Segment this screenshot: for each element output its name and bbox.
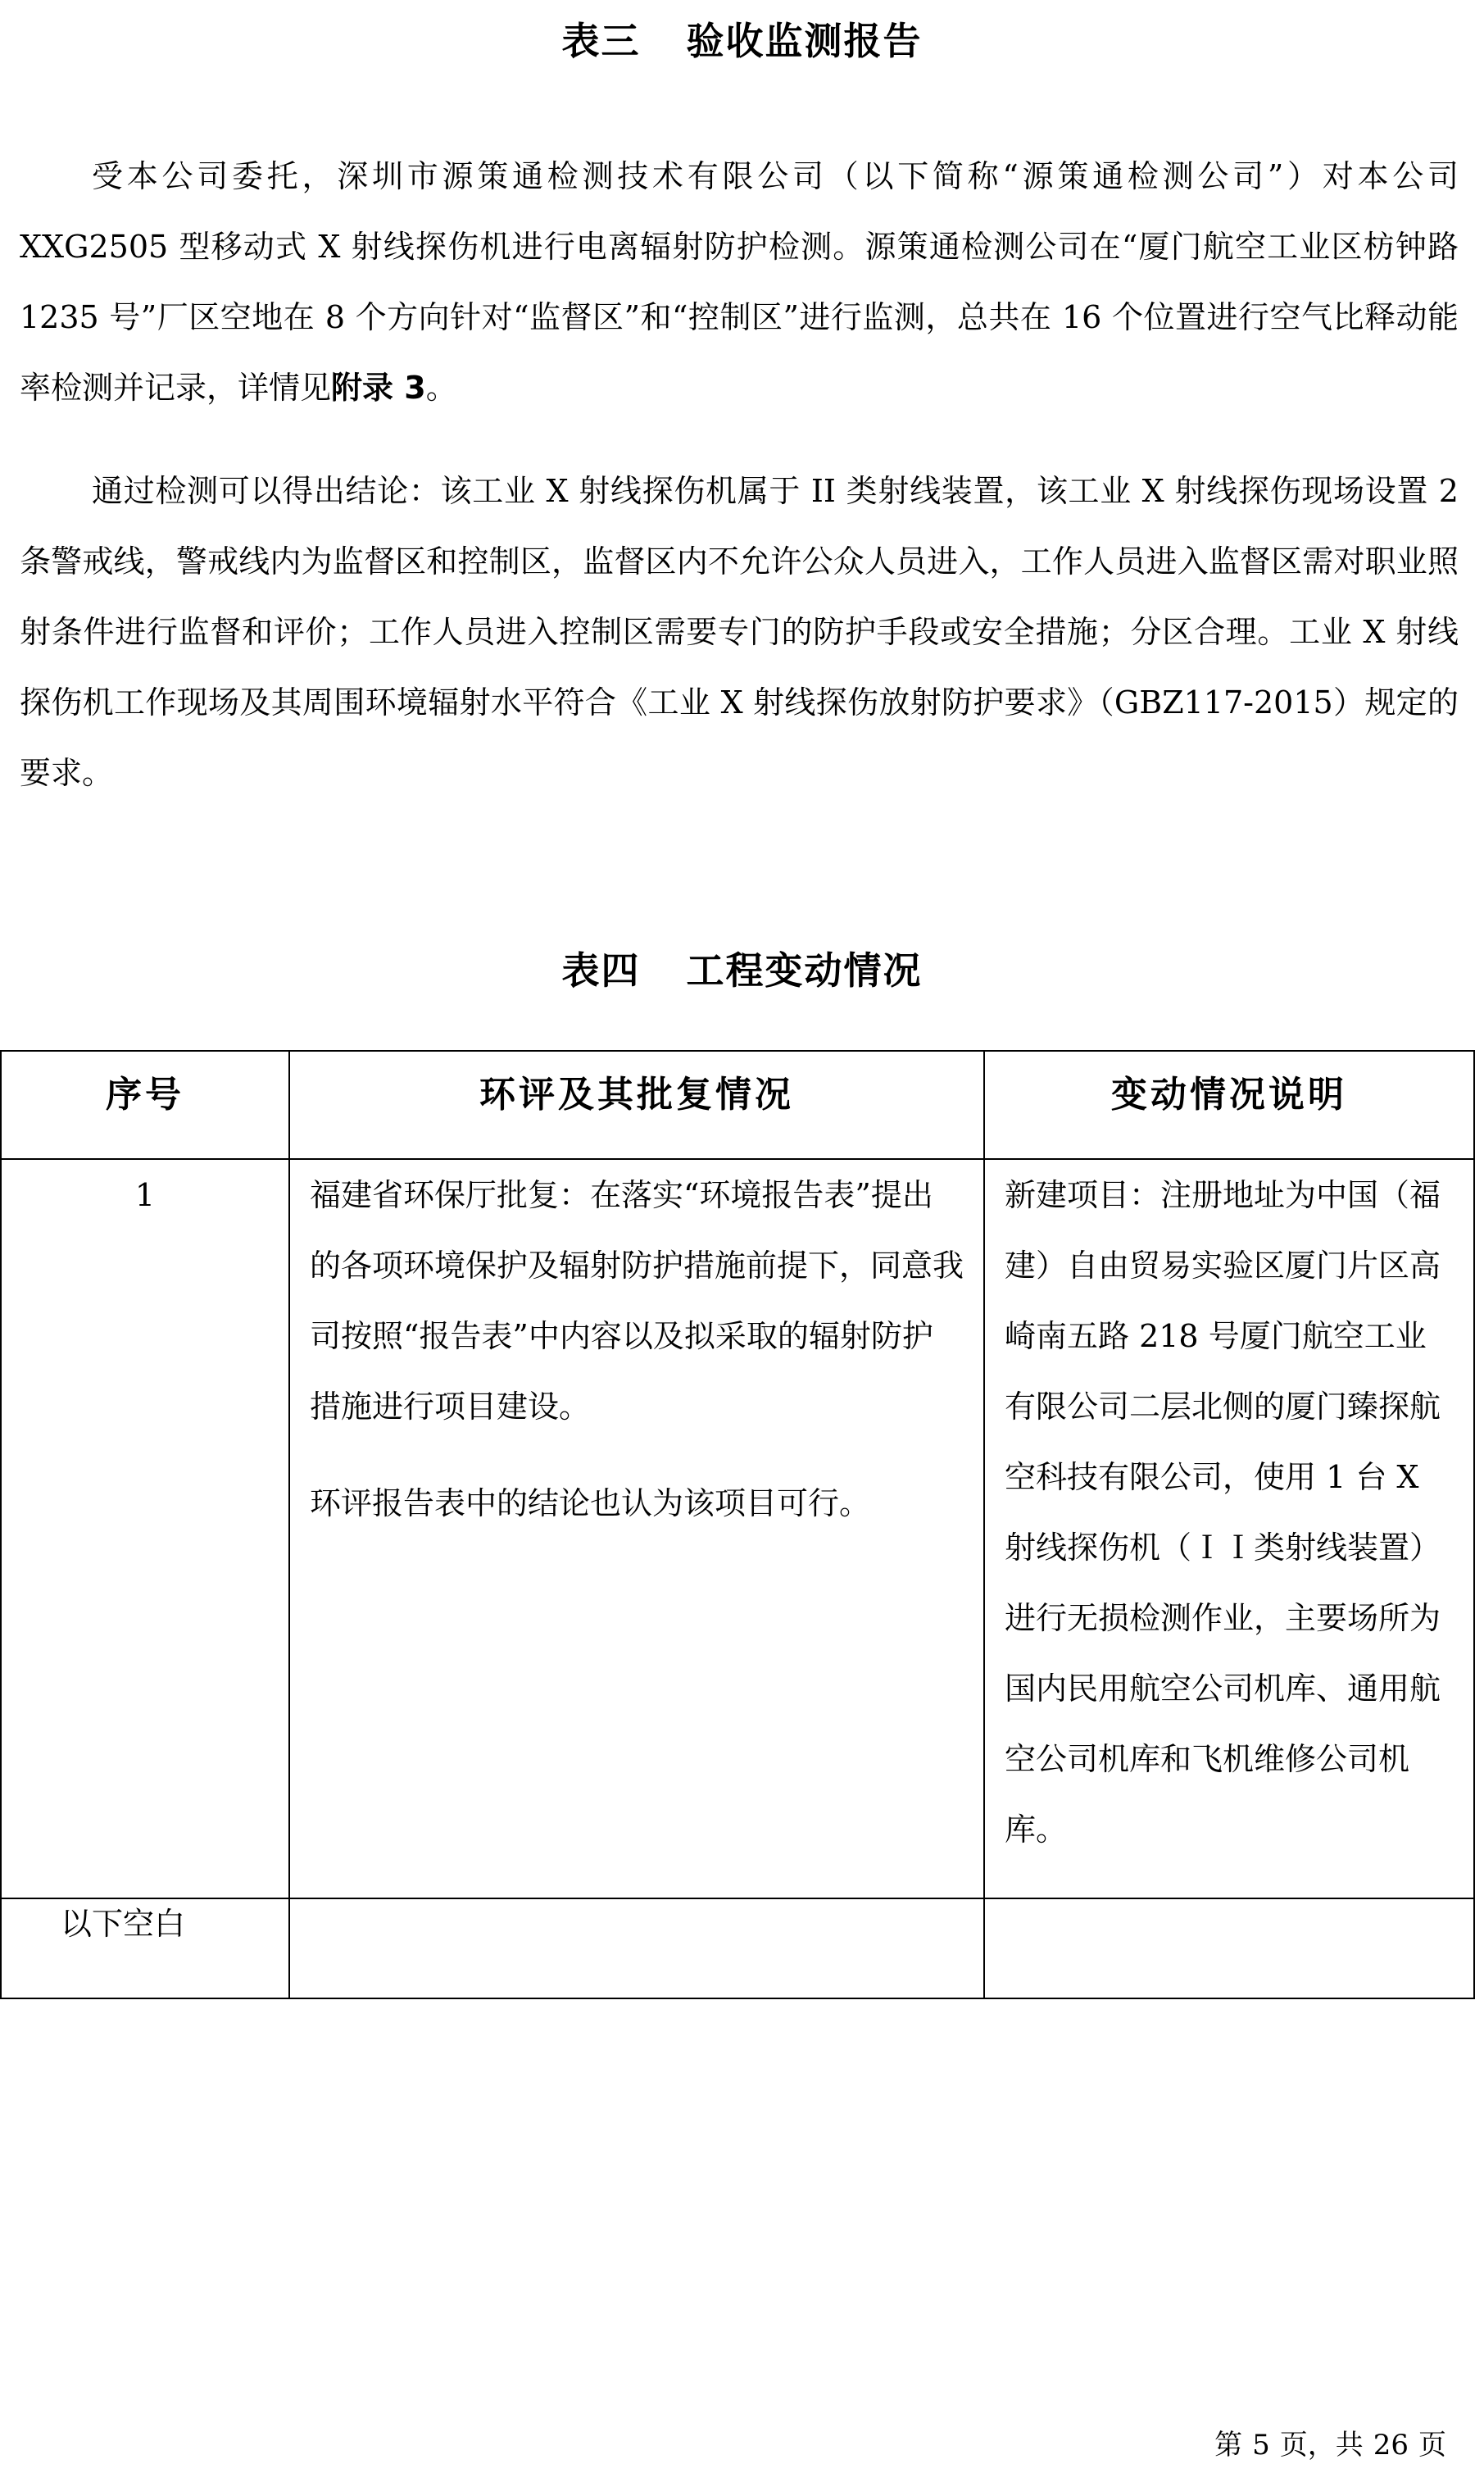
appendix-reference: 附录 3: [331, 370, 426, 406]
header-seq: 序号: [1, 1051, 289, 1159]
acceptance-paragraph-1: 受本公司委托，深圳市源策通检测技术有限公司（以下简称“源策通检测公司”）对本公司 XXG2505 型移动式 X 射线探伤机进行电离辐射防护检测。源策通检测公司在“厦门航空工业区枋钟路 1235 号”厂区空地在 8 个方向针对“监督区”和“控制区”进行监测，总共在 16 个位置进行空气比释动能率检测并记录，详情见附录 3。: [20, 158, 1459, 406]
row-seq: 1: [1, 1159, 289, 1898]
acceptance-paragraph-2: 通过检测可以得出结论：该工业 X 射线探伤机属于 II 类射线装置，该工业 X 射线探伤现场设置 2 条警戒线，警戒线内为监督区和控制区，监督区内不允许公众人员进入，工作人员进入监督区需对职业照射条件进行监督和评价；工作人员进入控制区需要专门的防护手段或安全措施；分区合理。工业 X 射线探伤机工作现场及其周围环境辐射水平符合《工业 X 射线探伤放射防护要求》（GBZ117-2015）规定的要求。: [20, 473, 1459, 791]
table-row: [1, 1898, 1474, 1998]
change-table: [0, 1050, 1475, 1999]
row-approval: 福建省环保厅批复：在落实“环境报告表”提出的各项环境保护及辐射防护措施前提下，同意我司按照“报告表”中内容以及拟采取的辐射防护措施进行项目建设。 环评报告表中的结论也认为该项目可行。: [289, 1159, 984, 1898]
row-blank-cell: [984, 1898, 1474, 1998]
table-row: [1, 1159, 1474, 1898]
section-4-title: 表四 工程变动情况: [561, 948, 923, 993]
row-blank-note: 以下空白: [1, 1898, 289, 1998]
row-change: 新建项目：注册地址为中国（福建）自由贸易实验区厦门片区高崎南五路 218 号厦门航空工业有限公司二层北侧的厦门臻探航空科技有限公司，使用 1 台 X 射线探伤机（ＩＩ类射线装置）进行无损检测作业，主要场所为国内民用航空公司机库、通用航空公司机库和飞机维修公司机库。: [984, 1159, 1474, 1898]
header-change: 变动情况说明: [984, 1051, 1474, 1159]
section-3-title: 表三 验收监测报告: [561, 19, 923, 63]
row-blank-cell: [289, 1898, 984, 1998]
header-approval: 环评及其批复情况: [289, 1051, 984, 1159]
table-header-row: [1, 1051, 1474, 1159]
page-footer: 第 5 页，共 26 页: [1214, 2429, 1446, 2462]
